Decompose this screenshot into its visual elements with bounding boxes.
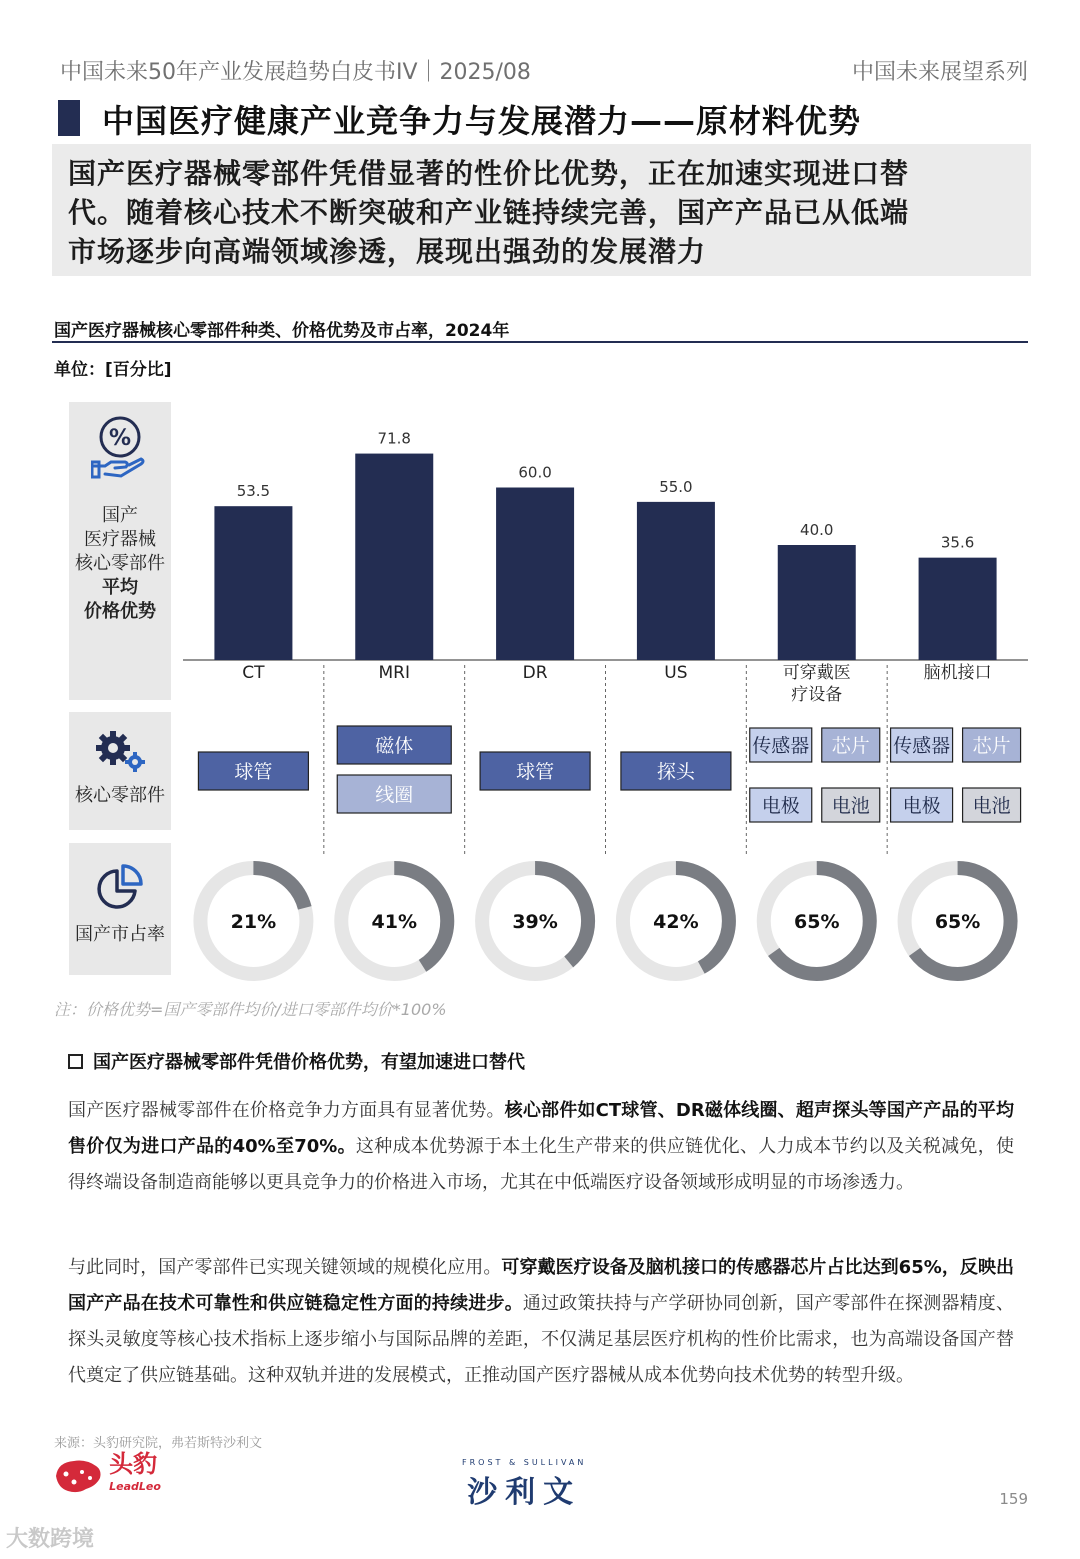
share-percent-label: 21% — [230, 911, 277, 933]
paragraph-1 — [68, 1093, 1014, 1201]
side-label-price-2: 医疗器械 — [84, 529, 156, 550]
checkbox-bullet-icon — [68, 1054, 83, 1069]
side-label-price-5: 价格优势 — [84, 601, 156, 622]
header-report-title: 中国未来50年产业发展趋势白皮书IV｜2025/08 — [60, 60, 531, 85]
chart-title: 国产医疗器械核心零部件种类、价格优势及市占率，2024年 — [54, 321, 510, 341]
bar-value-label: 53.5 — [236, 482, 271, 501]
component-chip-label: 芯片 — [831, 735, 870, 757]
category-label: 脑机接口 — [923, 663, 992, 683]
bar-value-label: 71.8 — [377, 429, 411, 448]
side-label-share: 国产市占率 — [75, 924, 165, 945]
side-label-price-4: 平均 — [102, 577, 138, 598]
share-percent-label: 65% — [934, 911, 981, 933]
component-chip-label: 电池 — [831, 795, 870, 817]
component-chip-label: 传感器 — [893, 735, 951, 757]
category-label: CT — [242, 663, 265, 683]
category-label: DR — [522, 663, 548, 683]
leadleo-logo-text: 头豹 — [109, 1450, 158, 1478]
bar — [355, 454, 433, 660]
leadleo-logo — [52, 1450, 161, 1496]
bar-value-label: 40.0 — [800, 521, 834, 539]
watermark: 大数跨境 — [6, 1527, 95, 1552]
side-label-price-3: 核心零部件 — [75, 553, 165, 574]
side-label-price-1: 国产 — [102, 505, 138, 526]
leopard-head-icon — [52, 1456, 104, 1496]
section-heading-text: 国产医疗器械零部件凭借价格优势，有望加速进口替代 — [93, 1052, 525, 1073]
summary-line-3: 市场逐步向高端领域渗透，展现出强劲的发展潜力 — [68, 235, 707, 268]
share-percent-label: 65% — [794, 911, 840, 933]
svg-text:%: % — [108, 426, 132, 451]
section-heading — [68, 1048, 525, 1074]
side-label-parts: 核心零部件 — [75, 785, 165, 806]
component-chip-label: 芯片 — [972, 735, 1011, 757]
frost-sullivan-logo-main: 沙利文 — [467, 1475, 582, 1510]
paragraph-1-intro: 国产医疗器械零部件在价格竞争力方面具有显著优势。 — [68, 1100, 505, 1121]
paragraph-1-highlight: 核心部件如CT球管、DR磁体线圈、超声探头等国产产品的平均售价仅为进口产品的40%至70%。 — [68, 1100, 1014, 1157]
component-chip-label: 电池 — [972, 795, 1011, 817]
bar — [637, 502, 715, 660]
chart-note: 注：价格优势=国产零部件均价/进口零部件均价*100% — [54, 1000, 447, 1019]
source-note: 来源：头豹研究院，弗若斯特沙利文 — [54, 1436, 263, 1451]
paragraph-2-highlight: 可穿戴医疗设备及脑机接口的传感器芯片占比达到65%，反映出国产产品在技术可靠性和供应链稳定性方面的持续进步。 — [68, 1257, 1014, 1314]
summary-line-1: 国产医疗器械零部件凭借显著的性价比优势，正在加速实现进口替 — [68, 157, 910, 190]
component-chip-label: 电极 — [902, 795, 941, 817]
share-percent-label: 41% — [371, 911, 417, 933]
category-label: MRI — [378, 663, 410, 683]
bar-value-label: 35.6 — [940, 533, 975, 552]
chart-unit: 单位：[百分比] — [54, 360, 172, 380]
component-chip-label: 电极 — [761, 795, 800, 817]
component-chip-label: 球管 — [234, 761, 273, 783]
frost-sullivan-logo-top: FROST & SULLIVAN — [462, 1458, 587, 1467]
price-advantage-chart — [0, 395, 1080, 995]
bar — [778, 545, 856, 660]
page-number: 159 — [999, 1490, 1028, 1508]
header-series-name: 中国未来展望系列 — [851, 60, 1028, 85]
bar-value-label: 60.0 — [518, 463, 552, 482]
frost-sullivan-logo — [462, 1458, 586, 1511]
leadleo-logo-sub: LeadLeo — [109, 1480, 161, 1493]
component-chip-label: 传感器 — [752, 735, 810, 757]
category-label: 疗设备 — [791, 685, 843, 705]
component-chip-label: 线圈 — [375, 784, 414, 806]
paragraph-2 — [68, 1250, 1014, 1394]
share-percent-label: 42% — [653, 911, 699, 933]
paragraph-2-body: 通过政策扶持与产学研协同创新，国产零部件在探测器精度、探头灵敏度等核心技术指标上逐步缩小与国际品牌的差距，不仅满足基层医疗机构的性价比需求，也为高端设备国产替代奠定了供应链基础。这种双轨并进的发展模式，正推动国产医疗器械从成本优势向技术优势的转型升级。 — [68, 1293, 1015, 1386]
bar — [919, 558, 997, 660]
chart-title-rule — [52, 341, 1028, 343]
bar-value-label: 55.0 — [659, 477, 693, 496]
title-accent-bar — [58, 100, 80, 136]
bar — [496, 488, 574, 661]
paragraph-2-intro: 与此同时，国产零部件已实现关键领域的规模化应用。 — [68, 1257, 502, 1278]
bar — [214, 506, 292, 660]
category-label: US — [664, 663, 688, 683]
category-label: 可穿戴医 — [782, 663, 851, 683]
component-chip-label: 磁体 — [375, 735, 414, 757]
summary-box — [52, 144, 1031, 276]
component-chip-label: 球管 — [516, 761, 555, 783]
page-title: 中国医疗健康产业竞争力与发展潜力——原材料优势 — [102, 102, 862, 140]
paragraph-1-body: 这种成本优势源于本土化生产带来的供应链优化、人力成本节约以及关税减免，使得终端设备制造商能够以更具竞争力的价格进入市场，尤其在中低端医疗设备领域形成明显的市场渗透力。 — [68, 1136, 1015, 1193]
summary-line-2: 代。随着核心技术不断突破和产业链持续完善，国产产品已从低端 — [68, 196, 910, 229]
share-percent-label: 39% — [512, 911, 558, 933]
component-chip-label: 探头 — [656, 761, 695, 783]
